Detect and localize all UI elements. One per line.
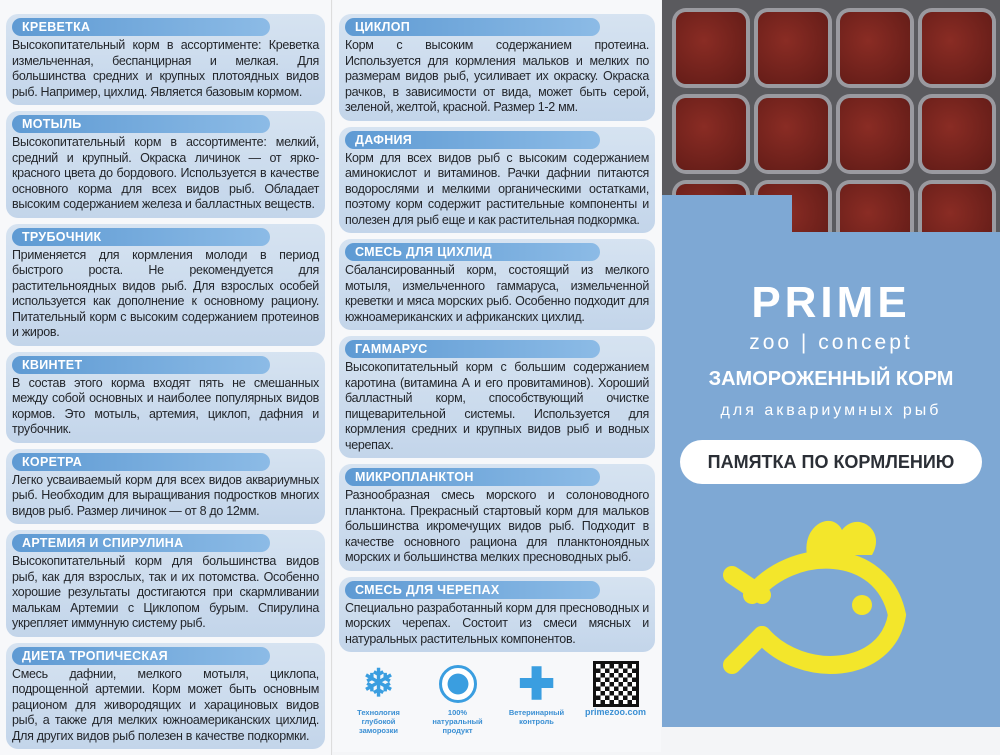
food-card: [6, 352, 325, 443]
food-card: [6, 111, 325, 218]
food-card: [6, 530, 325, 637]
badge-label: 100% натуральный продукт: [432, 708, 483, 735]
product-title: ЗАМОРОЖЕННЫЙ КОРМ: [708, 368, 954, 390]
food-card: [339, 336, 655, 458]
brand-subtitle: zoo | concept: [749, 331, 913, 354]
snowflake-icon: ❄: [362, 662, 395, 705]
food-card: [339, 127, 655, 234]
middle-panel: [333, 0, 661, 752]
qr-code-icon[interactable]: [581, 664, 651, 704]
memo-badge: ПАМЯТКА ПО КОРМЛЕНИЮ: [680, 440, 982, 484]
badge-vet: [502, 659, 572, 726]
food-card-title: ЦИКЛОП: [345, 18, 600, 36]
natural-seal-icon: [423, 664, 493, 704]
food-card-title: ГАММАРУС: [345, 340, 600, 358]
food-card: [6, 643, 325, 750]
product-subtitle: для аквариумных рыб: [720, 402, 942, 419]
food-card-title: КВИНТЕТ: [12, 356, 270, 374]
food-card-text: Корм с высоким содержанием протеина. Используется для кормления мальков и мелких по размерам видов рыб, усиливает их окраску. Окраска рачков, в зависимости от вида, может быть серой, зеленой, желтой, красной. Размер 1-2 мм.: [345, 38, 649, 114]
food-card-title: СМЕСЬ ДЛЯ ЧЕРЕПАХ: [345, 581, 600, 599]
food-card-title: ДИЕТА ТРОПИЧЕСКАЯ: [12, 647, 270, 665]
food-card-text: Высокопитательный корм для большинства видов рыб, как для взрослых, так и их потомства. Особенно хорошие результаты достигаются при скармливании малькам Артемии с Циклопом бурым. Спирулина укрепляет иммунную систему рыб.: [12, 554, 319, 630]
left-panel: [0, 0, 332, 755]
badge-qr[interactable]: [581, 664, 651, 717]
food-card-title: ДАФНИЯ: [345, 131, 600, 149]
feature-badges: [339, 659, 655, 746]
food-card-text: Смесь дафнии, мелкого мотыля, циклопа, подрощенной артемии. Корм может быть основным рационом для живородящих и харациновых видов рыб, а также для мелких южноамериканских цихлид. Для других видов рыб полезен в качестве подкормки.: [12, 666, 319, 743]
fish-chef-logo-icon: [722, 505, 942, 705]
website-link[interactable]: primezoo.com: [584, 707, 646, 717]
food-card: [339, 14, 655, 121]
brand-logo: PRIME: [751, 278, 911, 327]
food-card-text: Разнообразная смесь морского и солоноводного планктона. Прекрасный стартовый корм для мальков большинства икромечущих видов рыб. Подходит в качестве основного рациона для планктоноядных морских и большинства мелких пресноводных рыб.: [345, 488, 649, 564]
food-card-title: МОТЫЛЬ: [12, 115, 270, 133]
badge-deep-freeze: [344, 664, 414, 735]
food-card-title: ТРУБОЧНИК: [12, 228, 270, 246]
badge-label: Технология глубокой заморозки: [357, 708, 400, 735]
food-card: [6, 449, 325, 525]
food-card-title: МИКРОПЛАНКТОН: [345, 468, 600, 486]
food-card-text: В состав этого корма входят пять не смешанных между собой основных и наиболее популярных видов кормов. Это мотыль, артемия, циклоп, дафния и трубочник.: [12, 375, 319, 436]
food-card: [339, 577, 655, 653]
food-card-text: Сбалансированный корм, состоящий из мелкого мотыля, измельченного гаммаруса, измельченной креветки и мяса морских рыб. Особенно подходит для южноамериканских и африканских цихлид.: [345, 263, 649, 324]
food-card-text: Высокопитательный корм с большим содержанием каротина (витамина А и его провитаминов). Хороший балластный корм, способствующий очистке пищеварительной системы. Используется для кормления средних и крупных видов рыб и водных черепах.: [345, 360, 649, 452]
food-card-text: Корм для всех видов рыб с высоким содержанием аминокислот и витаминов. Рачки дафнии питаются водорослями и мелкими органическими остатками, поэтому корм содержит растительные компоненты и полезен для рыб еще и как растительная подкормка.: [345, 150, 649, 227]
food-card-text: Высокопитательный корм в ассортименте: мелкий, средний и крупный. Окраска личинок — от ярко-красного цвета до бордового. Используется в качестве основного корма для всех видов рыб. Обладает высоким содержанием железа и балластных веществ.: [12, 135, 319, 211]
food-card-title: КРЕВЕТКА: [12, 18, 270, 36]
vet-cross-icon: ✚: [518, 659, 555, 709]
food-card-title: СМЕСЬ ДЛЯ ЦИХЛИД: [345, 243, 600, 261]
food-card-text: Применяется для кормления молоди в период быстрого роста. Не рекомендуется для растительноядных видов рыб. Для взрослых особей используется как дополнение к основному рациону. Питательный корм с высоким содержанием протеинов и жиров.: [12, 247, 319, 339]
cover-panel: [662, 0, 1000, 727]
food-card: [6, 224, 325, 346]
badge-label: Ветеринарный контроль: [508, 708, 565, 726]
food-card-text: Высокопитательный корм в ассортименте: Креветка измельченная, беспанцирная и мелкая. Для большинства средних и крупных плотоядных видов рыб. Например, цихлид. Является базовым кормом.: [12, 38, 319, 99]
food-card-title: АРТЕМИЯ И СПИРУЛИНА: [12, 534, 270, 552]
food-card-title: КОРЕТРА: [12, 453, 270, 471]
food-card-text: Легко усваиваемый корм для всех видов аквариумных рыб. Необходим для выращивания подростков многих видов рыб. Размер личинок — от 8 до 12мм.: [12, 472, 319, 518]
food-card: [339, 464, 655, 571]
food-card: [6, 14, 325, 105]
badge-natural: [423, 664, 493, 735]
food-card-text: Специально разработанный корм для пресноводных и морских черепах. Состоит из смеси мясных и натуральных растительных компонентов.: [345, 600, 649, 646]
food-card: [339, 239, 655, 330]
